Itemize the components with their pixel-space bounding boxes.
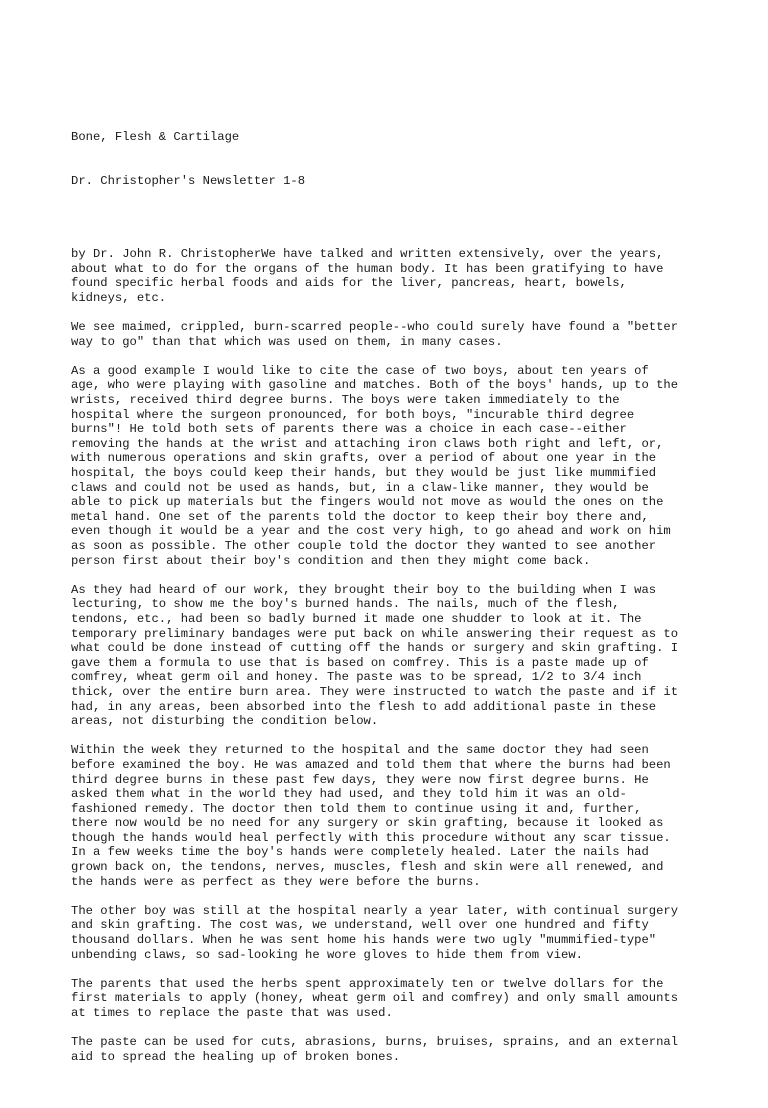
document-subtitle: Dr. Christopher's Newsletter 1-8	[71, 174, 306, 189]
text-line: person first about their boy's condition and then they might come back.	[71, 553, 591, 568]
text-line: unbending claws, so sad-looking he wore gloves to hide them from view.	[71, 947, 583, 962]
text-line: metal hand. One set of the parents told the doctor to keep their boy there and,	[71, 509, 649, 524]
text-line: claws and could not be used as hands, but, in a claw-like manner, they would be	[71, 480, 649, 495]
text-line: temporary preliminary bandages were put back on while answering their request as to	[71, 626, 679, 641]
text-line: In a few weeks time the boy's hands were completely healed. Later the nails had	[71, 845, 649, 860]
text-line: thick, over the entire burn area. They were instructed to watch the paste and if it	[71, 684, 679, 699]
text-line: by Dr. John R. ChristopherWe have talked and written extensively, over the years,	[71, 247, 664, 262]
paragraph	[71, 247, 711, 305]
text-line: before examined the boy. He was amazed and told them that where the burns had been	[71, 757, 671, 772]
document-body	[71, 72, 711, 1108]
paragraph	[71, 904, 711, 962]
text-line: about what to do for the organs of the human body. It has been gratifying to have	[71, 261, 664, 276]
text-line: hospital where the surgeon pronounced, for both boys, "incurable third degree	[71, 407, 635, 422]
document-header	[71, 101, 711, 218]
paragraph	[71, 977, 711, 1021]
text-line: age, who were playing with gasoline and matches. Both of the boys' hands, up to the	[71, 378, 679, 393]
text-line: lecturing, to show me the boy's burned hands. The nails, much of the flesh,	[71, 597, 620, 612]
paragraph	[71, 364, 711, 568]
text-line: The paste can be used for cuts, abrasions, burns, bruises, sprains, and an external	[71, 1035, 679, 1050]
paragraph	[71, 320, 711, 349]
text-line: found specific herbal foods and aids for the liver, pancreas, heart, bowels,	[71, 276, 627, 291]
paragraph	[71, 743, 711, 889]
text-line: the hands were as perfect as they were before the burns.	[71, 874, 481, 889]
text-line: kidneys, etc.	[71, 290, 167, 305]
text-line: As they had heard of our work, they brought their boy to the building when I was	[71, 582, 657, 597]
text-line: able to pick up materials but the fingers would not move as would the ones on the	[71, 495, 664, 510]
text-line: grown back on, the tendons, nerves, muscles, flesh and skin were all renewed, and	[71, 860, 664, 875]
text-line: As a good example I would like to cite the case of two boys, about ten years of	[71, 363, 649, 378]
text-line: third degree burns in these past few days, they were now first degree burns. He	[71, 772, 649, 787]
text-line: even though it would be a year and the cost very high, to go ahead and work on him	[71, 524, 671, 539]
text-line: thousand dollars. When he was sent home his hands were two ugly "mummified-type"	[71, 933, 657, 948]
text-line: aid to spread the healing up of broken bones.	[71, 1049, 401, 1064]
text-line: and skin grafting. The cost was, we understand, well over one hundred and fifty	[71, 918, 649, 933]
document-paragraphs	[71, 247, 711, 1064]
text-line: The other boy was still at the hospital nearly a year later, with continual surgery	[71, 903, 679, 918]
text-line: fashioned remedy. The doctor then told them to continue using it and, further,	[71, 801, 642, 816]
text-line: what could be done instead of cutting off the hands or surgery and skin grafting. I	[71, 641, 679, 656]
text-line: first materials to apply (honey, wheat germ oil and comfrey) and only small amounts	[71, 991, 679, 1006]
text-line: burns"! He told both sets of parents there was a choice in each case--either	[71, 422, 627, 437]
text-line: there now would be no need for any surgery or skin grafting, because it looked as	[71, 816, 664, 831]
text-line: though the hands would heal perfectly with this procedure without any scar tissue.	[71, 830, 671, 845]
text-line: had, in any areas, been absorbed into the flesh to add additional paste in these	[71, 699, 657, 714]
document-title: Bone, Flesh & Cartilage	[71, 130, 240, 145]
text-line: way to go" than that which was used on them, in many cases.	[71, 334, 503, 349]
text-line: wrists, received third degree burns. The boys were taken immediately to the	[71, 393, 620, 408]
text-line: removing the hands at the wrist and attaching iron claws both right and left, or,	[71, 436, 664, 451]
text-line: with numerous operations and skin grafts, over a period of about one year in the	[71, 451, 657, 466]
text-line: Within the week they returned to the hospital and the same doctor they had seen	[71, 743, 649, 758]
text-line: hospital, the boys could keep their hands, but they would be just like mummified	[71, 466, 657, 481]
text-line: The parents that used the herbs spent approximately ten or twelve dollars for the	[71, 976, 664, 991]
paragraph	[71, 1035, 711, 1064]
text-line: tendons, etc., had been so badly burned it made one shudder to look at it. The	[71, 611, 642, 626]
paragraph	[71, 583, 711, 729]
text-line: as soon as possible. The other couple told the doctor they wanted to see another	[71, 539, 657, 553]
text-line: at times to replace the paste that was used.	[71, 1006, 393, 1020]
text-line: comfrey, wheat germ oil and honey. The paste was to be spread, 1/2 to 3/4 inch	[71, 670, 642, 685]
text-line: We see maimed, crippled, burn-scarred people--who could surely have found a "better	[71, 320, 679, 335]
text-line: areas, not disturbing the condition below.	[71, 714, 379, 729]
text-line: gave them a formula to use that is based on comfrey. This is a paste made up of	[71, 655, 649, 670]
text-line: asked them what in the world they had used, and they told him it was an old-	[71, 787, 627, 802]
